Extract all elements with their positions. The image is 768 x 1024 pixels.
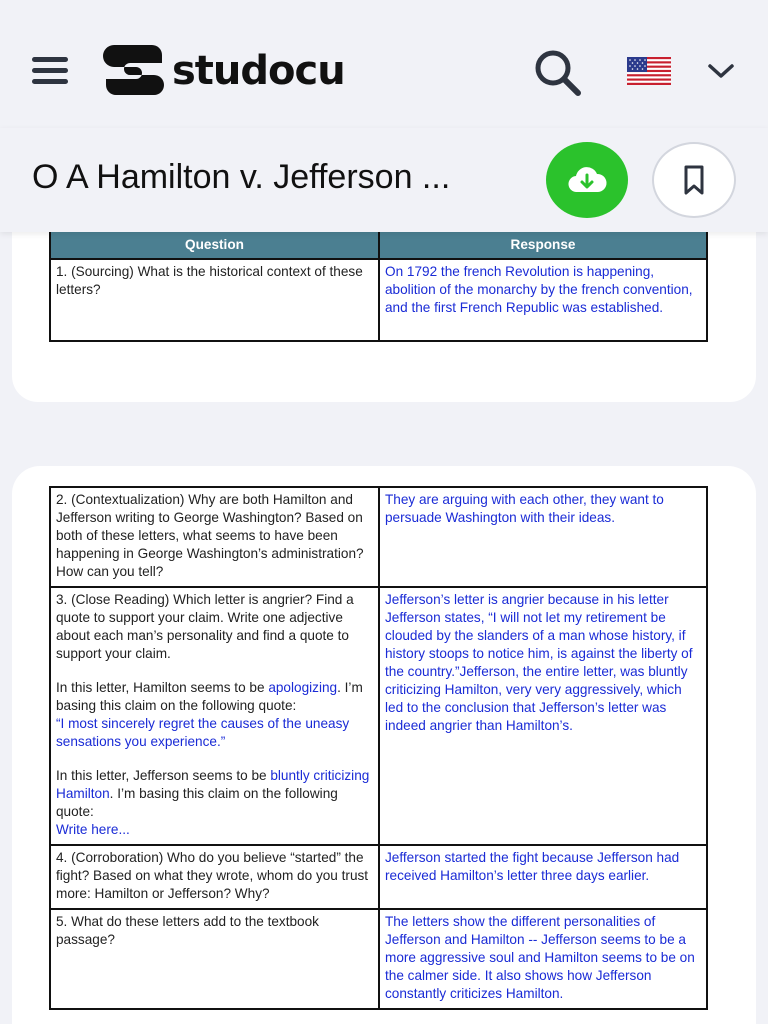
hamilton-claim-suffix: . I’m basing this claim on the following quote:: [56, 680, 363, 713]
table-row: [50, 845, 707, 909]
jefferson-adjective: bluntly criticizing Hamilton: [56, 768, 370, 801]
response-cell: The letters show the different personalities of Jefferson and Hamilton -- Jefferson seems to be a more aggressive soul and Hamilton seems to be on the calmer side. It also shows how Jefferson constantly criticizes Hamilton.: [379, 909, 707, 1009]
table-row: [50, 587, 707, 845]
document-page-2: [12, 466, 756, 1024]
chevron-down-icon[interactable]: [704, 58, 738, 84]
studocu-logo-icon: [100, 41, 166, 101]
hamburger-icon[interactable]: [30, 54, 70, 88]
table-row: [50, 909, 707, 1009]
bookmark-button[interactable]: [652, 142, 736, 218]
question-cell: 1. (Sourcing) What is the historical context of these letters?: [50, 259, 379, 341]
response-cell: On 1792 the french Revolution is happening, abolition of the monarchy by the french convention, and the first French Republic was established.: [379, 259, 707, 341]
question-text: 3. (Close Reading) Which letter is angrier? Find a quote to support your claim. Write one adjective about each man’s personality and find a quote to support your claim.: [56, 592, 354, 661]
table-row: [50, 487, 707, 587]
document-title: O A Hamilton v. Jefferson ...: [32, 158, 451, 196]
bookmark-icon: [682, 164, 706, 196]
jefferson-quote: Write here...: [56, 822, 130, 837]
response-cell: Jefferson started the fight because Jefferson had received Hamilton’s letter three days earlier.: [379, 845, 707, 909]
document-title-bar: [0, 128, 768, 232]
cloud-download-icon: [567, 165, 607, 195]
question-response-table: [49, 486, 708, 1010]
question-cell: [50, 587, 379, 845]
top-bar: [0, 0, 768, 128]
hamilton-adjective: apologizing: [268, 680, 338, 695]
column-header-question: Question: [50, 231, 379, 259]
question-cell: 4. (Corroboration) Who do you believe “started” the fight? Based on what they wrote, whom do you trust more: Hamilton or Jefferson? Why?: [50, 845, 379, 909]
us-flag-icon[interactable]: [627, 57, 671, 85]
question-cell: 5. What do these letters add to the textbook passage?: [50, 909, 379, 1009]
column-header-response: Response: [379, 231, 707, 259]
hamilton-quote: “I most sincerely regret the causes of the uneasy sensations you experience.”: [56, 716, 350, 749]
question-response-table: [49, 230, 708, 342]
jefferson-claim-prefix: In this letter, Jefferson seems to be: [56, 768, 271, 783]
response-cell: Jefferson’s letter is angrier because in his letter Jefferson states, “I will not let my retirement be clouded by the slanders of a man whose history, if history stoops to notice him, is against the liberty of the country.”Jefferson, the entire letter, was bluntly criticizing Hamilton, very very aggressively, which led to the conclusion that Jefferson’s letter was indeed angrier than Hamilton’s.: [379, 587, 707, 845]
response-cell: They are arguing with each other, they want to persuade Washington with their ideas.: [379, 487, 707, 587]
logo-text: studocu: [172, 48, 345, 94]
question-cell: 2. (Contextualization) Why are both Hamilton and Jefferson writing to George Washington? Based on both of these letters, what seems to have been happening in George Washington’s administration? How can you tell?: [50, 487, 379, 587]
table-header-row: [50, 231, 707, 259]
table-row: [50, 259, 707, 341]
hamilton-claim-prefix: In this letter, Hamilton seems to be: [56, 680, 269, 695]
search-icon[interactable]: [530, 46, 586, 98]
download-button[interactable]: [546, 142, 628, 218]
jefferson-claim-suffix: . I’m basing this claim on the following quote:: [56, 786, 338, 819]
studocu-logo[interactable]: [100, 40, 345, 102]
